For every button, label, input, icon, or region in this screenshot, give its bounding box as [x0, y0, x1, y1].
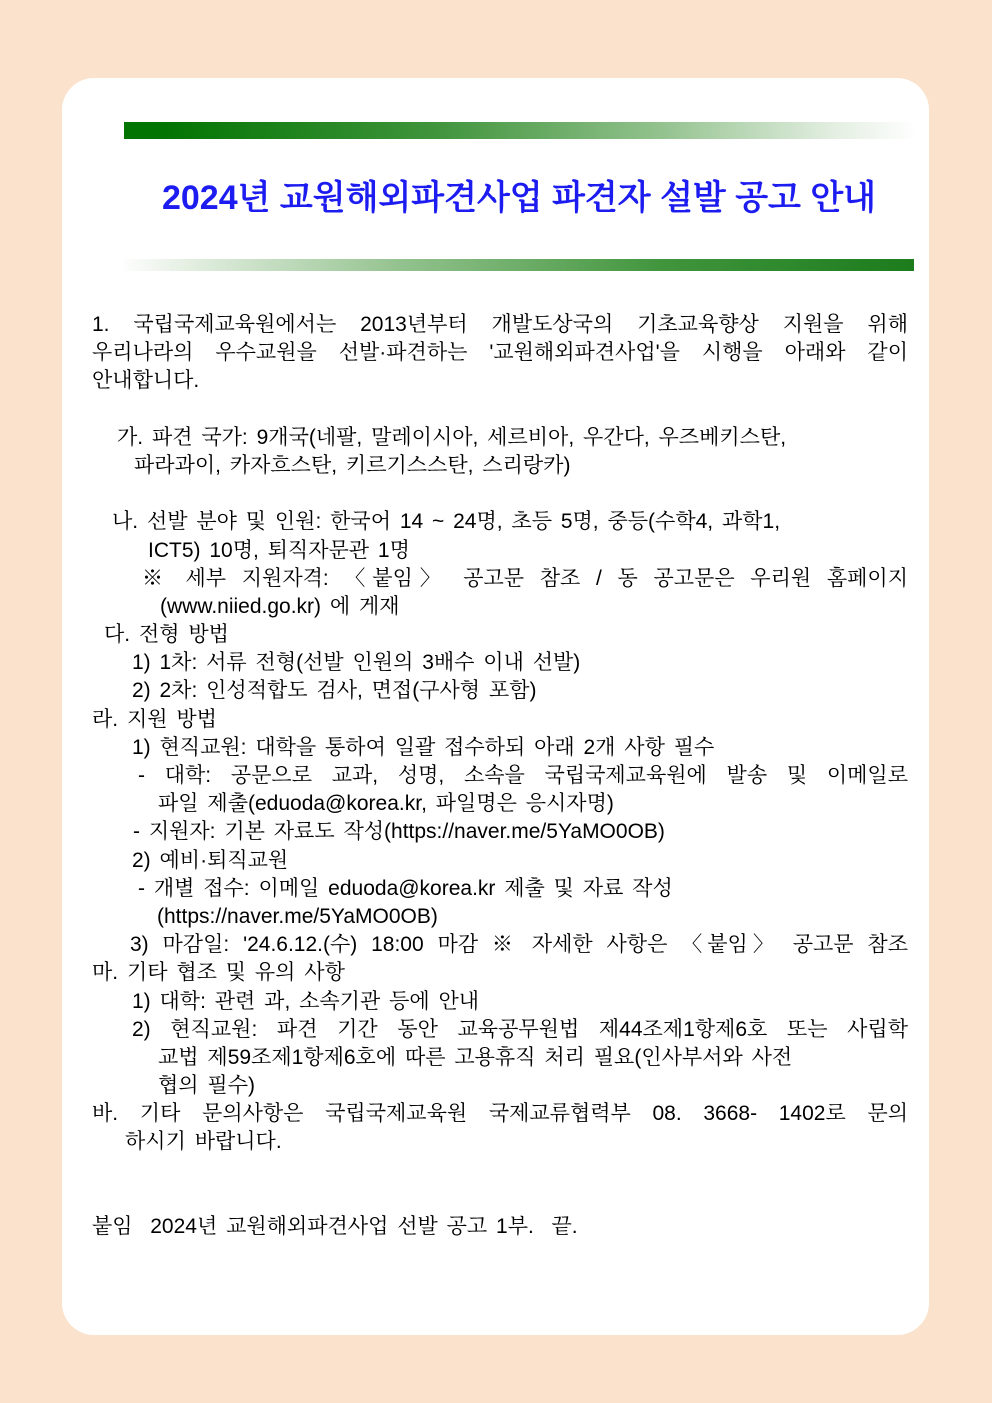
body-line: 라. 지원 방법 [92, 707, 217, 731]
header-gradient-bar-top [124, 122, 914, 139]
body-line: 2) 2차: 인성적합도 검사, 면접(구사형 포함) [132, 679, 537, 703]
body-line: ※ 세부 지원자격: 〈붙임〉 공고문 참조 / 동 공고문은 우리원 홈페이지 [142, 566, 908, 590]
spacer-line [92, 1157, 908, 1185]
body-line: 2) 현직교원: 파견 기간 동안 교육공무원법 제44조제1항제6호 또는 사립학 [132, 1017, 908, 1041]
body-line: 바. 기타 문의사항은 국립국제교육원 국제교류협력부 08. 3668- 1402로 문의 [92, 1102, 908, 1126]
document-body [92, 311, 908, 1241]
body-line: 파라과이, 카자흐스탄, 키르기스스탄, 스리랑카) [134, 453, 571, 477]
body-line: ICT5) 10명, 퇴직자문관 1명 [148, 538, 410, 562]
body-line: 1) 대학: 관련 과, 소속기관 등에 안내 [132, 989, 480, 1013]
body-line: (www.niied.go.kr) 에 게재 [160, 594, 400, 618]
page-title: 2024년 교원해외파견사업 파견자 설발 공고 안내 [161, 179, 877, 217]
body-line: 다. 전형 방법 [104, 623, 229, 647]
body-line: 나. 선발 분야 및 인원: 한국어 14 ~ 24명, 초등 5명, 중등(수학4, 과학1, [112, 510, 781, 534]
body-line: 협의 필수) [158, 1074, 255, 1098]
body-line: 1) 1차: 서류 전형(선발 인원의 3배수 이내 선발) [132, 651, 581, 675]
header-gradient-bar-bottom [124, 259, 914, 271]
body-line: 교법 제59조제1항제6호에 따른 고용휴직 처리 필요(인사부서와 사전 [158, 1045, 793, 1069]
attachment-line: 붙임 2024년 교원해외파견사업 선발 공고 1부. 끝. [92, 1215, 578, 1238]
body-line: - 대학: 공문으로 교과, 성명, 소속을 국립국제교육원에 발송 및 이메일로 [138, 764, 908, 787]
body-line: 파일 제출(eduoda@korea.kr, 파일명은 응시자명) [158, 792, 614, 816]
body-line: 하시기 바랍니다. [125, 1130, 282, 1154]
body-line: (https://naver.me/5YaMO0OB) [157, 904, 438, 928]
body-line: - 개별 접수: 이메일 eduoda@korea.kr 제출 및 자료 작성 [138, 876, 673, 900]
body-line: 1) 현직교원: 대학을 통하여 일괄 접수하되 아래 2개 사항 필수 [132, 735, 715, 759]
spacer-line [92, 480, 908, 508]
body-line: 가. 파견 국가: 9개국(네팔, 말레이시아, 세르비아, 우간다, 우즈베키스탄, [117, 425, 787, 449]
document-card [62, 78, 929, 1335]
body-line: - 지원자: 기본 자료도 작성(https://naver.me/5YaMO0OB) [133, 820, 665, 844]
spacer-line [92, 396, 908, 424]
body-line: 3) 마감일: '24.6.12.(수) 18:00 마감 ※ 자세한 사항은 〈붙임〉 공고문 참조 [130, 933, 908, 957]
body-line: 마. 기타 협조 및 유의 사항 [92, 961, 345, 985]
body-line: 우리나라의 우수교원을 선발·파견하는 '교원해외파견사업'을 시행을 아래와 같이 [92, 341, 908, 365]
spacer-line [92, 1185, 908, 1213]
body-line: 1. 국립국제교육원에서는 2013년부터 개발도상국의 기초교육향상 지원을 위해 [92, 313, 908, 336]
body-line: 2) 예비·퇴직교원 [132, 848, 289, 872]
body-line: 안내합니다. [92, 369, 200, 393]
